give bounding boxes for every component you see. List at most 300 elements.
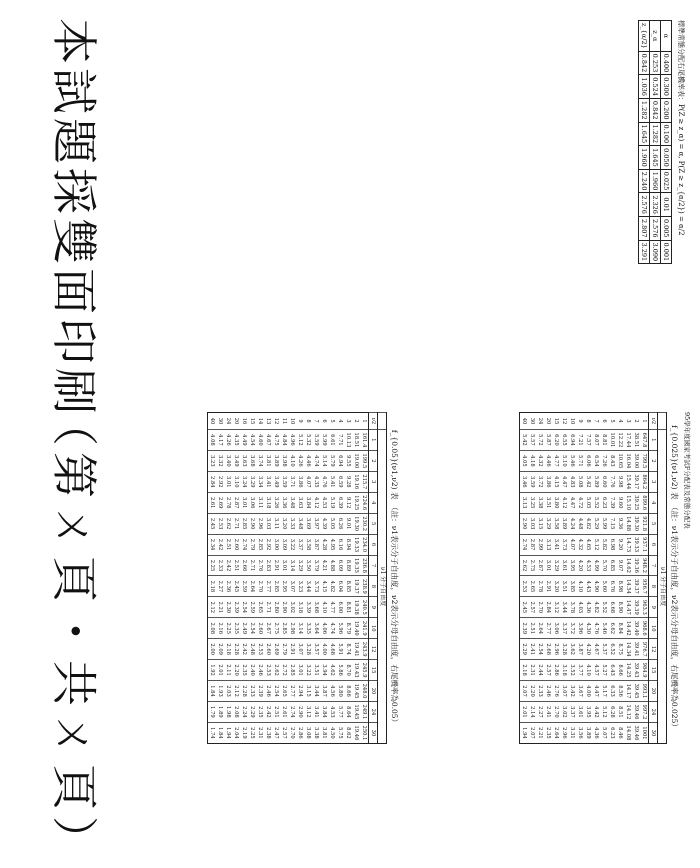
table-cell: 4.53: [584, 555, 592, 576]
row-label: 15: [248, 413, 256, 430]
table-cell: 19.40: [352, 618, 360, 639]
table-cell: 17.44: [624, 430, 632, 451]
table-cell: 2.90: [248, 513, 256, 534]
table-cell: 5.32: [304, 430, 312, 451]
table-row: [520, 413, 529, 744]
table-cell: 8.81: [600, 430, 608, 451]
f025-block: [519, 412, 692, 744]
normal-table-row: [650, 21, 661, 264]
table-cell: 6.06: [584, 450, 592, 471]
table-cell: 5.99: [600, 513, 608, 534]
table-cell: 2.807: [639, 216, 650, 240]
table-cell: 39.25: [632, 492, 640, 513]
table-cell: 39.37: [632, 576, 640, 597]
table-cell: 5.07: [600, 722, 608, 743]
table-cell: 3.37: [568, 701, 576, 722]
table-cell: 4.10: [320, 597, 328, 618]
column-header: 12: [649, 639, 658, 660]
column-header: 30: [649, 722, 658, 743]
table-cell: 2.71: [232, 513, 240, 534]
table-cell: 2.54: [272, 681, 280, 702]
table-cell: 19.30: [352, 513, 360, 534]
table-cell: 6.60: [600, 471, 608, 492]
row-label: 4: [616, 413, 624, 430]
table-cell: 14.42: [624, 618, 632, 639]
table-cell: 6.52: [608, 639, 616, 660]
table-cell: 2.576: [639, 193, 650, 217]
table-cell: 0.300: [661, 75, 672, 99]
table-cell: 5.77: [336, 701, 344, 722]
table-cell: 4.39: [320, 513, 328, 534]
table-cell: 3.96: [576, 618, 584, 639]
group-label: ν1 分子自由度: [378, 430, 387, 744]
table-cell: 6.94: [568, 430, 576, 451]
table-cell: 14.12: [624, 701, 632, 722]
table-cell: 3.18: [560, 660, 568, 681]
table-cell: 1.98: [224, 701, 232, 722]
table-cell: 0.842: [650, 98, 661, 122]
table-cell: 4.82: [328, 576, 336, 597]
table-cell: 3.41: [312, 701, 320, 722]
table-cell: 6.55: [560, 430, 568, 451]
table-cell: 3.28: [304, 639, 312, 660]
table-cell: 4.00: [320, 639, 328, 660]
table-cell: 8.51: [616, 701, 624, 722]
table-cell: 2.24: [240, 701, 248, 722]
table-cell: 3.80: [552, 492, 560, 513]
table-cell: 2.85: [256, 534, 264, 555]
table-cell: 8.75: [616, 639, 624, 660]
table-cell: 5.82: [600, 534, 608, 555]
table-cell: 3.29: [552, 555, 560, 576]
table-cell: 5.60: [600, 576, 608, 597]
column-header: 1: [369, 430, 378, 451]
table-cell: 3.97: [312, 513, 320, 534]
table-cell: 3.40: [224, 450, 232, 471]
table-cell: 968.6: [640, 618, 649, 639]
table-row: [304, 413, 312, 744]
table-cell: 4.47: [560, 471, 568, 492]
table-cell: 2.78: [224, 492, 232, 513]
table-cell: 4.53: [320, 492, 328, 513]
table-cell: 3.41: [552, 534, 560, 555]
table-cell: 6.26: [336, 513, 344, 534]
table-cell: 2.45: [520, 597, 529, 618]
table-row: [544, 413, 552, 744]
table-cell: 2.87: [232, 492, 240, 513]
table-cell: 2.46: [256, 660, 264, 681]
table-cell: 6.23: [608, 722, 616, 743]
table-cell: 6.28: [608, 701, 616, 722]
table-cell: 4.05: [520, 450, 529, 471]
table-cell: 9.28: [344, 471, 352, 492]
table-cell: 921.8: [640, 513, 649, 534]
table-cell: 5.08: [576, 471, 584, 492]
table-cell: 2.326: [650, 193, 661, 217]
table-cell: 3.79: [312, 555, 320, 576]
table-cell: 3.48: [296, 513, 304, 534]
row-label: 20: [544, 413, 552, 430]
table-cell: 6.94: [336, 450, 344, 471]
table-row: [208, 413, 217, 744]
column-header: 12: [369, 639, 378, 660]
table-cell: 4.43: [584, 576, 592, 597]
table-cell: 6.39: [336, 492, 344, 513]
table-cell: 8.98: [616, 576, 624, 597]
table-cell: 3.87: [312, 534, 320, 555]
row-label: 14: [256, 413, 264, 430]
table-cell: 3.39: [304, 597, 312, 618]
table-cell: 3.14: [296, 618, 304, 639]
table-cell: 5.37: [600, 639, 608, 660]
table-cell: 2.91: [544, 576, 552, 597]
table-cell: 2.96: [256, 513, 264, 534]
table-cell: 2.68: [544, 639, 552, 660]
table-cell: 1.036: [639, 75, 650, 99]
table-cell: 4.36: [584, 597, 592, 618]
page-number-placeholder: （第ㄨ頁・共ㄨ頁）: [47, 400, 101, 868]
table-cell: 4.62: [328, 660, 336, 681]
table-cell: 4.57: [592, 660, 600, 681]
table-cell: 2.35: [544, 722, 552, 743]
table-cell: 4.36: [592, 722, 600, 743]
table-cell: 2.240: [639, 169, 650, 193]
table-cell: 3.20: [552, 576, 560, 597]
table-cell: 3.78: [568, 597, 576, 618]
table-cell: 2.41: [544, 701, 552, 722]
table-cell: 997.2: [640, 701, 649, 722]
table-cell: 3.50: [304, 555, 312, 576]
table-cell: 1.89: [216, 701, 224, 722]
table-cell: 2.77: [288, 681, 296, 702]
row-label: 10: [568, 413, 576, 430]
table-cell: 8.43: [608, 450, 616, 471]
table-cell: 2.51: [272, 701, 280, 722]
table-cell: 6.33: [608, 681, 616, 702]
table-cell: 2.70: [552, 701, 560, 722]
table-cell: 9.55: [344, 450, 352, 471]
table-cell: 6.09: [336, 555, 344, 576]
table-cell: 3.84: [304, 492, 312, 513]
table-cell: 2.94: [296, 681, 304, 702]
column-header: 2: [649, 450, 658, 471]
table-cell: 3.23: [208, 450, 217, 471]
table-cell: 4.32: [536, 450, 544, 471]
table-cell: 38.51: [632, 430, 640, 451]
table-cell: 3.01: [280, 555, 288, 576]
table-cell: 3.32: [216, 450, 224, 471]
table-cell: 4.07: [304, 471, 312, 492]
table-cell: 2.87: [536, 555, 544, 576]
table-cell: 14.17: [624, 681, 632, 702]
table-cell: 4.67: [264, 430, 272, 451]
table-cell: 2.91: [288, 639, 296, 660]
table-cell: 1001: [640, 722, 649, 743]
table-cell: 2.27: [216, 576, 224, 597]
table-cell: 3.56: [576, 722, 584, 743]
table-cell: 2.53: [264, 660, 272, 681]
table-cell: 3.09: [280, 534, 288, 555]
table-cell: 4.48: [576, 513, 584, 534]
table-cell: 2.87: [528, 534, 536, 555]
row-label: 16: [240, 413, 248, 430]
table-cell: 14.62: [624, 555, 632, 576]
table-cell: 2.31: [256, 722, 264, 743]
table-cell: 1.94: [224, 722, 232, 743]
table-cell: 3.81: [320, 722, 328, 743]
table-cell: 647.8: [640, 430, 649, 451]
header-row: [378, 413, 387, 744]
table-cell: 14.08: [624, 722, 632, 743]
table-cell: 199.5: [360, 450, 369, 471]
table-cell: 3.52: [568, 660, 576, 681]
row-label: 30: [216, 413, 224, 430]
table-cell: 2.54: [240, 597, 248, 618]
table-cell: 2.74: [240, 534, 248, 555]
table-cell: 4.08: [208, 430, 217, 451]
table-cell: 2.60: [264, 639, 272, 660]
table-row: [272, 413, 280, 744]
table-cell: 5.14: [320, 450, 328, 471]
table-cell: 39.36: [632, 555, 640, 576]
table-cell: 2.44: [536, 660, 544, 681]
table-cell: 3.03: [528, 513, 536, 534]
table-cell: 0.842: [639, 51, 650, 75]
table-cell: 3.41: [264, 471, 272, 492]
table-cell: 2.31: [528, 660, 536, 681]
table-cell: 3.20: [280, 513, 288, 534]
column-header: 9: [649, 597, 658, 618]
table-cell: 2.65: [280, 681, 288, 702]
table-cell: 5.86: [336, 660, 344, 681]
table-cell: 1.645: [639, 122, 650, 146]
table-cell: 2.19: [240, 722, 248, 743]
table-cell: 0.025: [661, 169, 672, 193]
table-cell: 236.8: [360, 555, 369, 576]
table-row: [280, 413, 288, 744]
table-cell: 3.95: [568, 555, 576, 576]
table-cell: 4.15: [552, 471, 560, 492]
row-label: 13: [264, 413, 272, 430]
table-cell: 976.7: [640, 639, 649, 660]
table-cell: 3.15: [304, 681, 312, 702]
table-cell: 5.42: [520, 430, 529, 451]
table-cell: 19.45: [352, 681, 360, 702]
table-cell: 5.42: [584, 471, 592, 492]
table-cell: 4.49: [240, 430, 248, 451]
table-cell: 6.62: [608, 618, 616, 639]
table-cell: 0.01: [661, 193, 672, 217]
table-cell: 5.10: [560, 450, 568, 471]
table-row: [552, 413, 560, 744]
table-cell: 5.17: [600, 681, 608, 702]
table-cell: 8.81: [344, 597, 352, 618]
table-cell: 10.65: [616, 450, 624, 471]
table-cell: 2.84: [208, 471, 217, 492]
row-label: 4: [336, 413, 344, 430]
table-cell: 4.67: [592, 639, 600, 660]
table-cell: 5.57: [528, 430, 536, 451]
table-cell: 3.29: [296, 555, 304, 576]
table-cell: 2.78: [536, 576, 544, 597]
table-cell: 3.98: [280, 450, 288, 471]
column-header: 20: [649, 681, 658, 702]
table-cell: 14.25: [624, 660, 632, 681]
table-cell: 2.54: [248, 618, 256, 639]
table-cell: 4.21: [320, 555, 328, 576]
table-cell: 3.61: [560, 555, 568, 576]
table-cell: 3.02: [560, 701, 568, 722]
table-cell: 14.54: [624, 576, 632, 597]
column-header: 2: [369, 450, 378, 471]
table-cell: 39.46: [632, 722, 640, 743]
table-cell: 3.68: [248, 450, 256, 471]
table-cell: 899.6: [640, 492, 649, 513]
table-cell: 19.46: [352, 722, 360, 743]
column-header-row: [649, 413, 658, 744]
table-cell: 3.94: [320, 660, 328, 681]
group-label: ν1 分子自由度: [658, 430, 667, 744]
table-cell: 2.59: [248, 597, 256, 618]
table-cell: 0.253: [650, 51, 661, 75]
table-cell: 3.06: [552, 618, 560, 639]
table-cell: 3.18: [264, 492, 272, 513]
table-cell: 3.07: [296, 639, 304, 660]
table-cell: 1.282: [650, 122, 661, 146]
table-cell: 2.75: [272, 618, 280, 639]
table-cell: 4.53: [328, 701, 336, 722]
table-cell: 2.39: [232, 597, 240, 618]
table-cell: 1.93: [216, 681, 224, 702]
table-cell: 215.7: [360, 471, 369, 492]
column-header: 3: [649, 471, 658, 492]
corner-label: ν2: [649, 413, 658, 430]
table-cell: 5.12: [296, 430, 304, 451]
row-label: 5: [608, 413, 616, 430]
row-label: 7: [592, 413, 600, 430]
table-cell: 2.79: [248, 534, 256, 555]
table-cell: 5.89: [592, 471, 600, 492]
table-cell: 2.11: [224, 660, 232, 681]
column-header: 1: [649, 430, 658, 451]
table-cell: 2.53: [520, 576, 529, 597]
table-row: [320, 413, 328, 744]
table-cell: 4.95: [328, 534, 336, 555]
table-cell: 7.26: [600, 450, 608, 471]
table-cell: 3.33: [288, 513, 296, 534]
table-cell: 4.74: [312, 450, 320, 471]
table-cell: 2.85: [240, 513, 248, 534]
table-cell: 2.77: [544, 618, 552, 639]
corner-blank: [658, 413, 667, 430]
table-cell: 3.51: [560, 576, 568, 597]
table-cell: 2.59: [240, 576, 248, 597]
table-cell: 3.01: [544, 555, 552, 576]
table-cell: 4.32: [576, 534, 584, 555]
table-cell: 3.68: [312, 597, 320, 618]
table-cell: 1.960: [639, 146, 650, 170]
table-cell: 2.83: [264, 555, 272, 576]
table-cell: 238.9: [360, 576, 369, 597]
table-cell: 8.94: [344, 534, 352, 555]
table-cell: 3.49: [232, 450, 240, 471]
table-cell: z_α: [650, 21, 661, 52]
table-cell: 3.51: [544, 492, 552, 513]
header-row: [658, 413, 667, 744]
table-cell: 993.1: [640, 681, 649, 702]
table-cell: 4.12: [312, 492, 320, 513]
table-cell: 243.9: [360, 639, 369, 660]
table-cell: 4.26: [296, 450, 304, 471]
row-label: 3: [624, 413, 632, 430]
table-cell: 1.94: [520, 722, 529, 743]
table-cell: z_{α/2}: [639, 21, 650, 52]
table-cell: 6.98: [608, 534, 616, 555]
table-cell: 0.001: [661, 240, 672, 264]
table-cell: 2.53: [216, 513, 224, 534]
table-row: [536, 413, 544, 744]
table-cell: 2.28: [232, 639, 240, 660]
table-cell: 4.65: [584, 534, 592, 555]
table-cell: 2.33: [536, 681, 544, 702]
row-label: 8: [584, 413, 592, 430]
table-cell: 2.576: [650, 216, 661, 240]
table-cell: 5.70: [600, 555, 608, 576]
table-cell: 2.03: [224, 681, 232, 702]
table-cell: 937.1: [640, 534, 649, 555]
table-cell: 3.31: [568, 722, 576, 743]
table-cell: 3.51: [312, 660, 320, 681]
table-cell: 6.04: [336, 576, 344, 597]
table-cell: 2.64: [552, 722, 560, 743]
table-cell: 241.9: [360, 618, 369, 639]
row-label: 15: [552, 413, 560, 430]
table-row: [528, 413, 536, 744]
table-cell: 4.54: [248, 430, 256, 451]
column-header: 4: [369, 492, 378, 513]
table-cell: 2.12: [208, 597, 217, 618]
table-cell: 4.12: [560, 492, 568, 513]
table-cell: 864.2: [640, 471, 649, 492]
table-cell: 2.69: [272, 639, 280, 660]
table-cell: 2.72: [280, 660, 288, 681]
table-cell: 19.35: [352, 555, 360, 576]
table-cell: 2.85: [280, 618, 288, 639]
table-cell: 2.04: [232, 722, 240, 743]
table-row: [352, 413, 360, 744]
table-cell: 1.92: [208, 660, 217, 681]
table-cell: 2.42: [240, 639, 248, 660]
table-row: [216, 413, 224, 744]
table-cell: 2.20: [528, 681, 536, 702]
table-row: [288, 413, 296, 744]
table-cell: 2.51: [232, 555, 240, 576]
table-cell: 1.84: [208, 681, 217, 702]
table-cell: 6.61: [328, 430, 336, 451]
table-row: [224, 413, 232, 744]
table-cell: 5.27: [600, 660, 608, 681]
corner-label: ν2: [369, 413, 378, 430]
table-cell: 4.47: [568, 492, 576, 513]
table-cell: 4.10: [576, 576, 584, 597]
table-cell: 2.09: [216, 639, 224, 660]
table-cell: 4.26: [224, 430, 232, 451]
table-cell: 3.22: [304, 660, 312, 681]
column-header: 15: [649, 660, 658, 681]
table-cell: 2.41: [528, 639, 536, 660]
table-cell: 2.96: [560, 722, 568, 743]
table-cell: 3.38: [536, 492, 544, 513]
